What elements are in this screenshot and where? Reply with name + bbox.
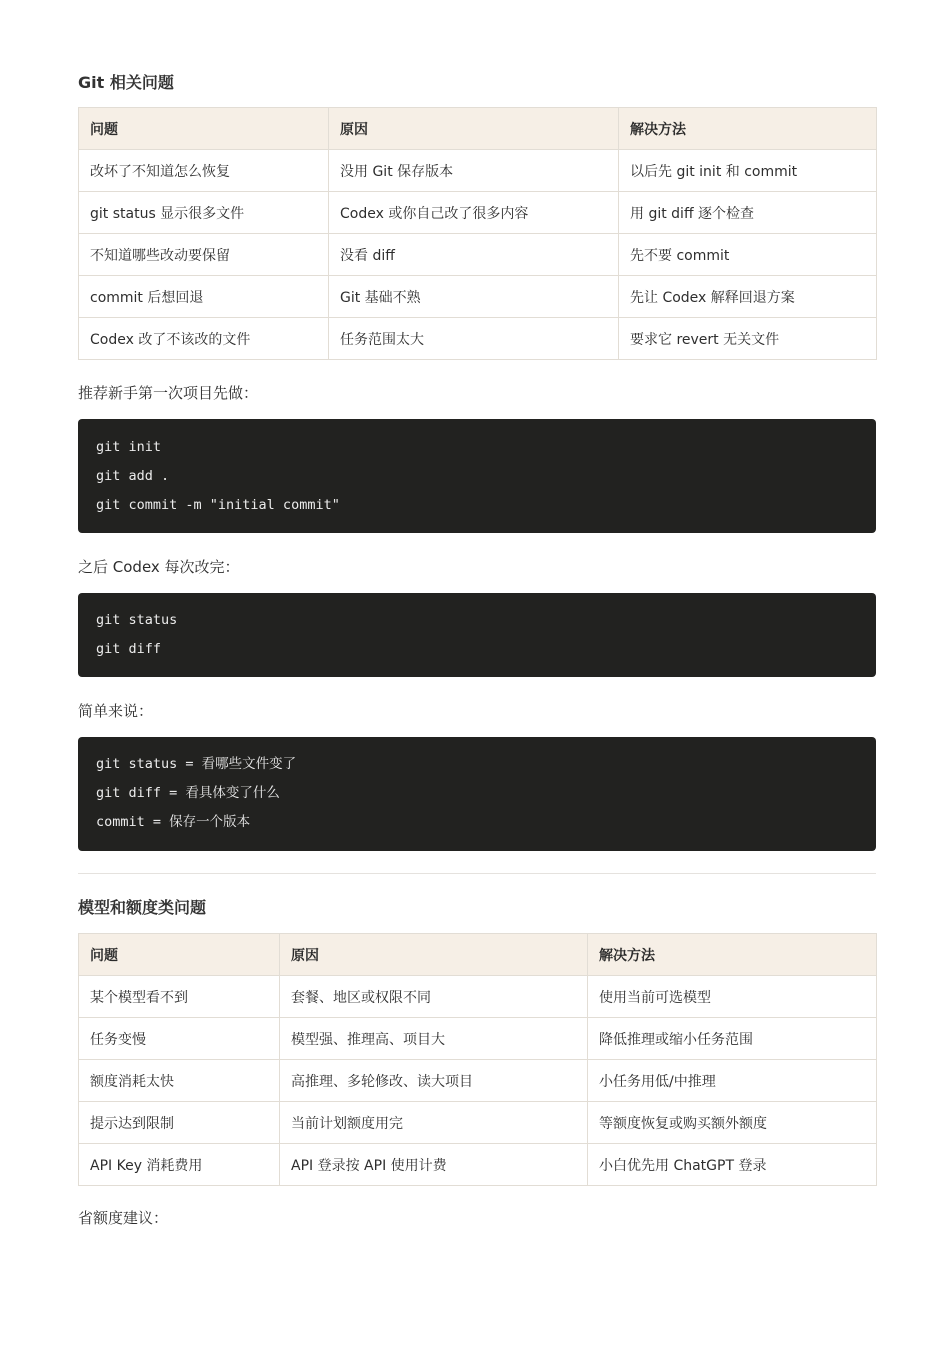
model-issues-table	[78, 933, 877, 1186]
code-line: git commit -m "initial commit"	[96, 497, 340, 513]
table-cell: 高推理、多轮修改、读大项目	[280, 1060, 588, 1102]
model-section-heading: 模型和额度类问题	[78, 898, 207, 917]
after-change-label: 之后 Codex 每次改完：	[78, 558, 240, 576]
table-row	[79, 318, 877, 360]
table-cell: 当前计划额度用完	[280, 1102, 588, 1144]
table-cell: 等额度恢复或购买额外额度	[588, 1102, 877, 1144]
table-cell: 额度消耗太快	[79, 1060, 280, 1102]
table-cell: 任务变慢	[79, 1018, 280, 1060]
git-issues-table	[78, 107, 877, 360]
code-line: git diff = 看具体变了什么	[96, 785, 280, 801]
code-line: git status	[96, 612, 178, 628]
table-cell: 用 git diff 逐个检查	[619, 192, 877, 234]
table-cell: API Key 消耗费用	[79, 1144, 280, 1186]
table-cell: 任务范围太大	[329, 318, 619, 360]
table-header-row	[79, 934, 877, 976]
table-header-row	[79, 108, 877, 150]
table-row	[79, 1060, 877, 1102]
table-cell: 提示达到限制	[79, 1102, 280, 1144]
column-header-cause: 原因	[329, 108, 619, 150]
code-line: git diff	[96, 641, 162, 657]
code-line: git add .	[96, 468, 170, 484]
table-cell: commit 后想回退	[79, 276, 329, 318]
table-row	[79, 1144, 877, 1186]
table-cell: 某个模型看不到	[79, 976, 280, 1018]
table-cell: Codex 改了不该改的文件	[79, 318, 329, 360]
code-block-init	[78, 419, 876, 533]
column-header-cause: 原因	[280, 934, 588, 976]
table-cell: 小白优先用 ChatGPT 登录	[588, 1144, 877, 1186]
table-cell: 模型强、推理高、项目大	[280, 1018, 588, 1060]
git-section-heading: Git 相关问题	[78, 73, 174, 92]
table-cell: Git 基础不熟	[329, 276, 619, 318]
table-row	[79, 150, 877, 192]
table-cell: 改坏了不知道怎么恢复	[79, 150, 329, 192]
table-row	[79, 234, 877, 276]
code-line: git status = 看哪些文件变了	[96, 756, 297, 772]
table-cell: 没看 diff	[329, 234, 619, 276]
table-cell: 先不要 commit	[619, 234, 877, 276]
table-cell: 小任务用低/中推理	[588, 1060, 877, 1102]
table-cell: git status 显示很多文件	[79, 192, 329, 234]
table-cell: 降低推理或缩小任务范围	[588, 1018, 877, 1060]
table-row	[79, 976, 877, 1018]
code-line: git init	[96, 439, 162, 455]
table-row	[79, 276, 877, 318]
column-header-solution: 解决方法	[588, 934, 877, 976]
column-header-solution: 解决方法	[619, 108, 877, 150]
table-cell: 不知道哪些改动要保留	[79, 234, 329, 276]
code-line: commit = 保存一个版本	[96, 814, 251, 830]
table-cell: 要求它 revert 无关文件	[619, 318, 877, 360]
table-cell: API 登录按 API 使用计费	[280, 1144, 588, 1186]
column-header-problem: 问题	[79, 934, 280, 976]
table-row	[79, 1102, 877, 1144]
code-block-summary	[78, 737, 876, 851]
save-tips-label: 省额度建议：	[78, 1209, 169, 1227]
code-block-check	[78, 593, 876, 677]
table-cell: 套餐、地区或权限不同	[280, 976, 588, 1018]
section-divider	[78, 873, 876, 874]
summary-label: 简单来说：	[78, 702, 154, 720]
table-row	[79, 1018, 877, 1060]
table-cell: 先让 Codex 解释回退方案	[619, 276, 877, 318]
column-header-problem: 问题	[79, 108, 329, 150]
table-cell: 没用 Git 保存版本	[329, 150, 619, 192]
first-project-label: 推荐新手第一次项目先做：	[78, 384, 259, 402]
table-cell: 以后先 git init 和 commit	[619, 150, 877, 192]
table-cell: Codex 或你自己改了很多内容	[329, 192, 619, 234]
table-row	[79, 192, 877, 234]
table-cell: 使用当前可选模型	[588, 976, 877, 1018]
